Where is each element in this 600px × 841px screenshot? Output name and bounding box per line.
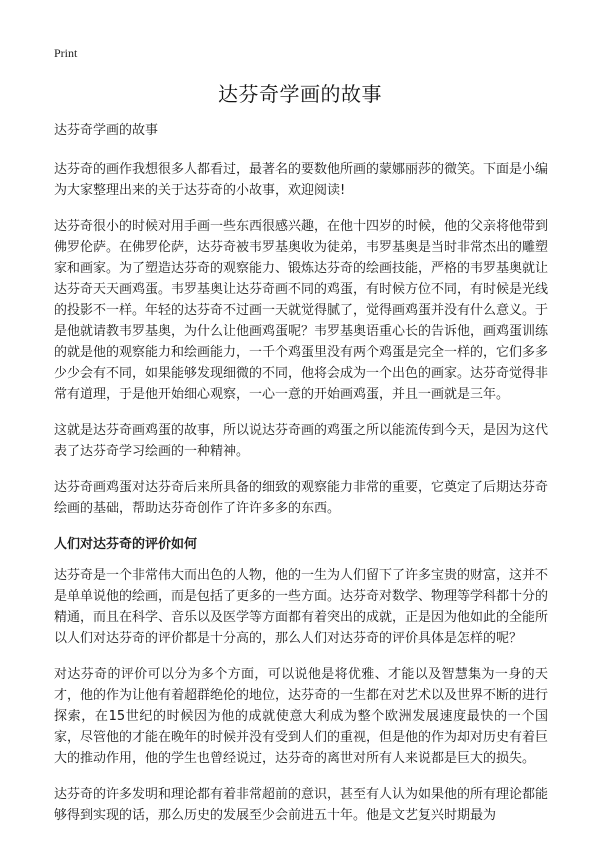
significance-paragraph: 达芬奇画鸡蛋对达芬奇后来所具备的细致的观察能力非常的重要，它奠定了后期达芬奇绘画的基础，帮助达芬奇创作了许许多多的东西。 [54,480,549,516]
print-link[interactable]: Print [54,46,78,60]
summary-paragraph: 这就是达芬奇画鸡蛋的故事，所以说达芬奇画的鸡蛋之所以能流传到今天，是因为这代表了达芬奇学习绘画的一种精神。 [54,423,549,459]
section-paragraph: 达芬奇的许多发明和理论都有着非常超前的意识，甚至有人认为如果他的所有理论都能够得到实现的话，那么历史的发展至少会前进五十年。他是文艺复兴时期最为 [54,787,549,823]
story-paragraph: 达芬奇很小的时候对用手画一些东西很感兴趣，在他十四岁的时候，他的父亲将他带到佛罗伦萨。在佛罗伦萨，达芬奇被韦罗基奥收为徒弟，韦罗基奥是当时非常杰出的雕塑家和画家。为了塑造达芬奇的观察能力、锻炼达芬奇的绘画技能，严格的韦罗基奥就让达芬奇天天画鸡蛋。韦罗基奥让达芬奇画不同的鸡蛋，有时候方位不同，有时候是光线的投影不一样。年轻的达芬奇不过画一天就觉得腻了，觉得画鸡蛋并没有什么意义。于是他就请教韦罗基奥，为什么让他画鸡蛋呢？韦罗基奥语重心长的告诉他，画鸡蛋训练的就是他的观察能力和绘画能力，一千个鸡蛋里没有两个鸡蛋是完全一样的，它们多多少少会有不同，如果能够发现细微的不同，他将会成为一个出色的画家。达芬奇觉得非常有道理，于是他开始细心观察，一心一意的开始画鸡蛋，并且一画就是三年。 [54,219,549,402]
section-paragraph: 达芬奇是一个非常伟大而出色的人物，他的一生为人们留下了许多宝贵的财富，这并不是单单说他的绘画，而是包括了更多的一些方面。达芬奇对数学、物理等学科都十分的精通，而且在科学、音乐以及医学等方面都有着突出的成就，正是因为他如此的全能所以人们对达芬奇的评价都是十分高的，那么人们对达芬奇的评价具体是怎样的呢？ [54,568,549,646]
section-heading: 人们对达芬奇的评价如何 [54,537,198,552]
document-title: 达芬奇学画的故事 [218,82,382,106]
section-paragraph: 对达芬奇的评价可以分为多个方面，可以说他是将优雅、才能以及智慧集为一身的天才，他的作为让他有着超群绝伦的地位，达芬奇的一生都在对艺术以及世界不断的进行探索，在15世纪的时候因为他的成就使意大利成为整个欧洲发展速度最快的一个国家，尽管他的才能在晚年的时候并没有受到人们的重视，但是他的作为却对历史有着巨大的推动作用，他的学生也曾经说过，达芬奇的离世对所有人来说都是巨大的损失。 [54,667,549,766]
intro-paragraph: 达芬奇的画作我想很多人都看过，最著名的要数他所画的蒙娜丽莎的微笑。下面是小编为大家整理出来的关于达芬奇的小故事，欢迎阅读! [54,162,549,198]
document-body [54,120,548,841]
document-subtitle: 达芬奇学画的故事 [54,123,159,138]
